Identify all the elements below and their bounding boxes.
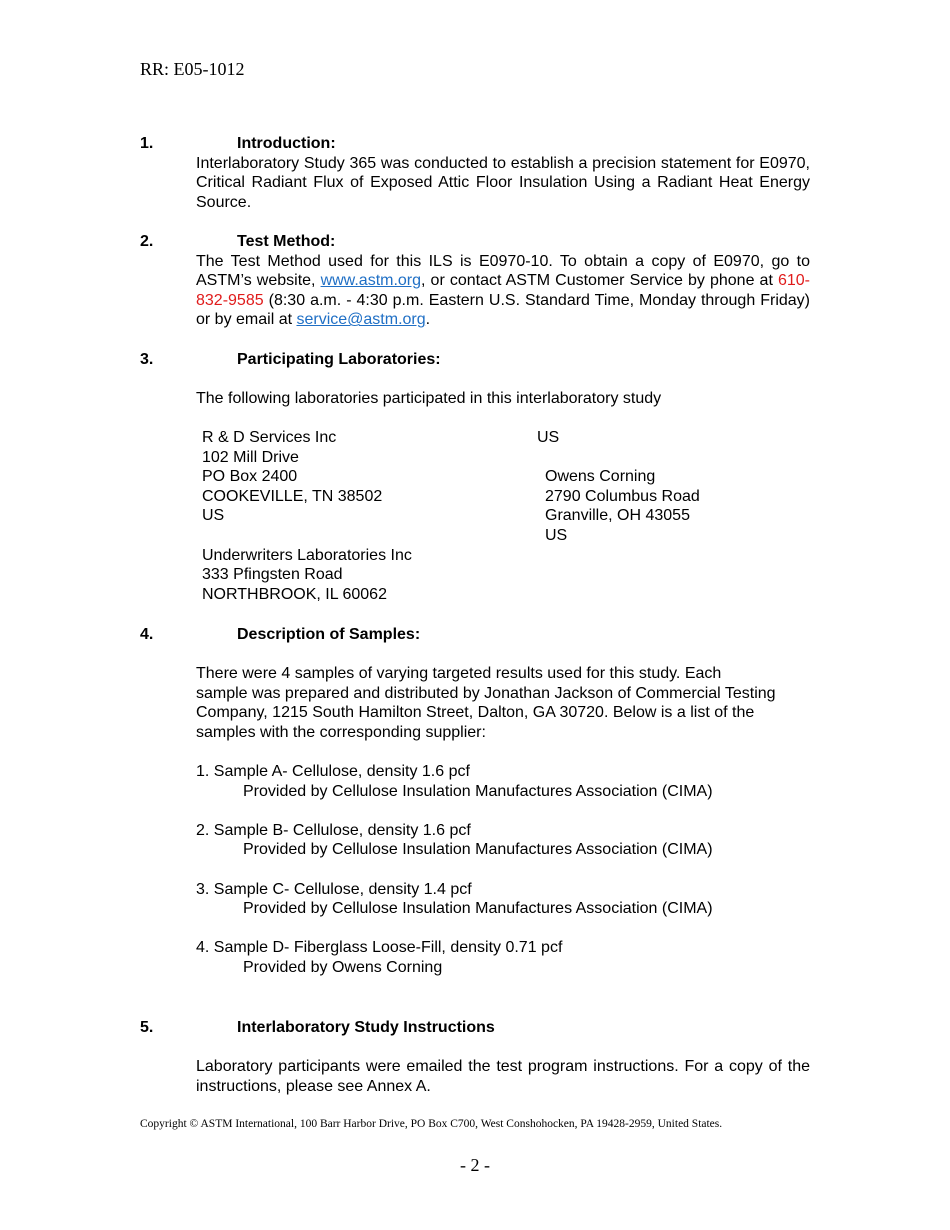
section-description-of-samples bbox=[140, 625, 810, 743]
section-introduction bbox=[140, 134, 810, 212]
sample-provider: Provided by Cellulose Insulation Manufactures Association (CIMA) bbox=[243, 841, 713, 859]
sample-label: 1. Sample A- Cellulose, density 1.6 pcf bbox=[196, 763, 470, 780]
section-number: 2. bbox=[140, 233, 154, 250]
section-test-method bbox=[140, 232, 810, 330]
sample-provider: Provided by Cellulose Insulation Manufactures Association (CIMA) bbox=[243, 900, 713, 918]
section-title: Test Method: bbox=[237, 233, 336, 250]
lab-address bbox=[537, 428, 559, 448]
section-number: 5. bbox=[140, 1019, 154, 1036]
list-item bbox=[196, 762, 810, 801]
section-body: Laboratory participants were emailed the test program instructions. For a copy of the instructions, please see Annex A. bbox=[196, 1058, 810, 1095]
astm-website-link[interactable]: www.astm.org bbox=[320, 272, 422, 290]
address-line: 2790 Columbus Road bbox=[545, 487, 700, 505]
section-heading bbox=[140, 134, 810, 154]
section-title: Participating Laboratories: bbox=[237, 351, 441, 368]
address-line: Underwriters Laboratories Inc bbox=[202, 546, 412, 564]
body-text-part: . bbox=[425, 311, 431, 329]
body-text-part: (8:30 a.m. - 4:30 p.m. Eastern U.S. Standard Time, Monday through Friday) or by email at bbox=[196, 291, 810, 329]
section-title: Description of Samples: bbox=[237, 626, 421, 643]
labs-intro: The following laboratories participated in this interlaboratory study bbox=[196, 390, 662, 408]
section-body: There were 4 samples of varying targeted results used for this study. Each sample was prepared and distributed by Jonathan Jackson of Commercial Testing Company, 1215 South Hamilton Street, Dalton, GA 30720. Below is a list of the samples with the corresponding supplier: bbox=[196, 665, 776, 741]
section-heading bbox=[140, 232, 810, 252]
lab-address bbox=[202, 546, 412, 605]
address-line: 333 Pfingsten Road bbox=[202, 566, 343, 584]
section-study-instructions bbox=[140, 1018, 810, 1096]
section-number: 4. bbox=[140, 626, 154, 643]
phone-number: 610-832-9585 bbox=[196, 272, 811, 309]
copyright-notice: Copyright © ASTM International, 100 Barr Harbor Drive, PO Box C700, West Conshohocken, PA 19428-2959, United States. bbox=[140, 1118, 723, 1130]
address-line: COOKEVILLE, TN 38502 bbox=[202, 487, 383, 505]
sample-label: 3. Sample C- Cellulose, density 1.4 pcf bbox=[196, 880, 472, 898]
lab-address bbox=[545, 467, 700, 545]
body-text-part: , or contact ASTM Customer Service by phone at bbox=[421, 272, 778, 290]
sample-label: 4. Sample D- Fiberglass Loose-Fill, density 0.71 pcf bbox=[196, 939, 563, 957]
sample-label: 2. Sample B- Cellulose, density 1.6 pcf bbox=[196, 821, 471, 839]
address-line: 102 Mill Drive bbox=[202, 448, 299, 466]
section-number: 3. bbox=[140, 351, 154, 368]
list-item bbox=[196, 821, 810, 860]
section-heading bbox=[140, 350, 810, 370]
body-text-part: The Test Method used for this ILS is E0970-10. To obtain a copy of E0970, go to ASTM’s website, bbox=[196, 252, 810, 290]
document-id: RR: E05-1012 bbox=[140, 59, 245, 79]
address-line: US bbox=[202, 507, 225, 525]
list-item bbox=[196, 880, 810, 919]
section-number: 1. bbox=[140, 135, 154, 152]
section-heading bbox=[140, 625, 810, 645]
samples-list bbox=[196, 762, 810, 997]
service-email-link[interactable]: service@astm.org bbox=[296, 311, 426, 329]
section-participating-labs bbox=[140, 350, 810, 409]
address-line: Owens Corning bbox=[545, 468, 656, 486]
address-line: Granville, OH 43055 bbox=[545, 507, 690, 525]
list-item bbox=[196, 938, 810, 977]
address-line: PO Box 2400 bbox=[202, 468, 298, 486]
section-title: Interlaboratory Study Instructions bbox=[237, 1019, 495, 1036]
address-line: US bbox=[545, 526, 568, 544]
sample-provider: Provided by Owens Corning bbox=[243, 958, 443, 976]
sample-provider: Provided by Cellulose Insulation Manufactures Association (CIMA) bbox=[243, 782, 713, 800]
page-number: - 2 - bbox=[460, 1155, 490, 1175]
section-heading bbox=[140, 1018, 810, 1038]
address-line: US bbox=[537, 429, 560, 446]
lab-address bbox=[202, 428, 382, 526]
address-line: NORTHBROOK, IL 60062 bbox=[202, 585, 387, 603]
address-line: R & D Services Inc bbox=[202, 429, 337, 446]
section-body bbox=[196, 252, 810, 330]
section-title: Introduction: bbox=[237, 135, 336, 152]
section-body: Interlaboratory Study 365 was conducted to establish a precision statement for E0970, Critical Radiant Flux of Exposed Attic Floor Insulation Using a Radiant Heat Energy Source. bbox=[196, 154, 810, 211]
